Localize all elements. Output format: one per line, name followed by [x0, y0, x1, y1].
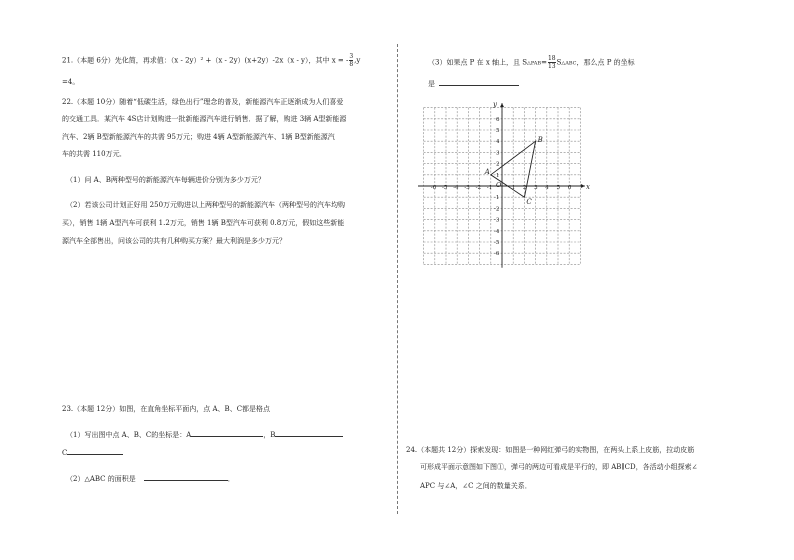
q23-sub3-sabc: △ABC: [561, 60, 577, 67]
q22-line4: 车的共需 110万元．: [62, 150, 127, 158]
y-tick-label: 4: [496, 139, 500, 146]
answer-blank-c[interactable]: [67, 447, 123, 455]
q23-sub3-s: S: [556, 58, 562, 67]
y-tick-label: 5: [496, 128, 500, 134]
q23-stem: 23.（本题 12分）如图，在直角坐标平面内，点 A、B、C都是格点: [62, 405, 271, 413]
q23-sub2-line: （2）△ABC 的面积是 ．: [66, 475, 235, 483]
q22-sub2-line3: 源汽车全部售出，问该公司的共有几种购买方案？最大利润是多少万元？: [62, 237, 286, 245]
y-tick-label: -1: [494, 195, 500, 202]
q21-text: 21.（本题 6分）先化简，再求值：（x - 2y）² +（x - 2y）(x+2y）-2x（x - y），其中 x = -: [62, 56, 349, 65]
x-axis-arrow: [581, 184, 585, 188]
q23-sub2-text: （2）△ABC 的面积是: [66, 475, 136, 483]
y-axis-arrow: [500, 103, 504, 107]
q23-sub3-fraction: [548, 55, 556, 70]
q22-line3: 汽车、2辆 B型新能源汽车的共需 95万元；购进 4辆 A型新能源汽车、1辆 B型新能源汽: [62, 133, 335, 141]
q23-sub3-eq: =: [541, 58, 547, 67]
column-divider: [397, 44, 398, 514]
coordinate-grid: [416, 96, 588, 262]
q23-sub1-text: （1）写出图中点 A、B、C的坐标是：A: [66, 431, 192, 439]
q21-line2: =4。: [62, 78, 80, 86]
q23-sub3-den: 13: [547, 63, 556, 70]
y-tick-label: 1: [496, 172, 500, 179]
origin-label: O: [496, 181, 502, 189]
q21-frac-den: 8: [349, 61, 354, 68]
q23-sub3-line: [428, 55, 635, 70]
y-tick-label: -6: [494, 251, 500, 258]
q23-sub1-c: C: [62, 449, 68, 457]
q22-sub1: （1）问 A、B两种型号的新能源汽车每辆进价分别为多少万元？: [66, 176, 265, 184]
answer-blank-a[interactable]: [191, 429, 263, 437]
q24-line2: 可形成平面示意图如下图①，弹弓的两边可看成是平行的，即 AB∥CD，各活动小组探索∠: [420, 463, 698, 471]
x-tick-label: -3: [464, 185, 470, 191]
q21-frac-num: 3: [349, 53, 354, 60]
q21-line1: [62, 53, 360, 68]
x-tick-label: -2: [475, 185, 481, 191]
x-tick-label: 3: [534, 185, 538, 191]
q24-line3: APC 与∠A，∠C 之间的数量关系．: [420, 482, 532, 490]
x-tick-label: 1: [511, 185, 516, 191]
answer-blank-p[interactable]: [439, 78, 519, 86]
point-label-a: A: [484, 167, 490, 176]
y-tick-label: 6: [496, 116, 500, 123]
x-tick-label: 6: [567, 185, 572, 191]
x-tick-label: -4: [453, 185, 459, 191]
q24-line1: 24.（本题共 12分）探索发现：如图是一种网红弹弓的实物图，在两头上系上皮筋，拉动皮筋: [406, 446, 695, 454]
y-tick-label: -5: [494, 240, 500, 246]
q22-sub2-line2: 买），销售 1辆 A型汽车可获利 1.2万元，销售 1辆 B型汽车可获利 0.8万元，假如这些新能: [62, 219, 345, 227]
q22-line2: 的交通工具．某汽车 4S店计划购进一批新能源汽车进行销售．据了解，购进 3辆 A型新能源: [62, 115, 347, 123]
y-axis-label: y: [493, 100, 497, 109]
x-axis-label: x: [586, 183, 590, 191]
x-tick-label: 4: [545, 185, 549, 191]
q22-sub2-line1: （2）若该公司计划正好用 250万元购进以上两种型号的新能源汽车（两种型号的汽车均购: [66, 201, 346, 209]
q23-sub3-line2: [428, 78, 519, 89]
q23-sub3-text: （3）如果点 P 在 x 轴上，且 S: [428, 58, 528, 67]
answer-blank-b[interactable]: [275, 429, 343, 437]
x-tick-label: -6: [430, 185, 437, 191]
q21-tail: ,y: [354, 56, 361, 65]
answer-blank-area[interactable]: [144, 473, 228, 481]
y-tick-label: -3: [494, 217, 500, 224]
q23-sub3-suffix: ，那么点 P 的坐标: [576, 58, 635, 67]
q23-sub3-is: 是: [428, 80, 435, 88]
x-tick-label: -5: [442, 185, 448, 191]
x-tick-label: -1: [486, 185, 493, 191]
q23-sub1-line: [66, 429, 343, 440]
q23-sub3-spab: △PAB: [527, 60, 542, 67]
y-tick-label: 2: [496, 161, 500, 168]
point-label-b: B: [537, 136, 543, 145]
x-tick-label: 5: [556, 185, 560, 191]
q23-sub1-line2: [62, 447, 123, 458]
x-tick-label: 2: [522, 185, 527, 191]
point-label-c: C: [526, 198, 532, 207]
q22-line1: 22.（本题 10分）随着“低碳生活，绿色出行”理念的普及，新能源汽车正逐渐成为人们喜爱: [62, 98, 344, 106]
q23-sub1-b: ，B: [263, 431, 276, 439]
q21-fraction: [349, 53, 353, 68]
y-tick-label: -2: [494, 206, 500, 213]
y-tick-label: -4: [494, 228, 500, 235]
y-tick-label: 3: [496, 150, 500, 157]
q23-sub3-num: 18: [547, 55, 556, 62]
